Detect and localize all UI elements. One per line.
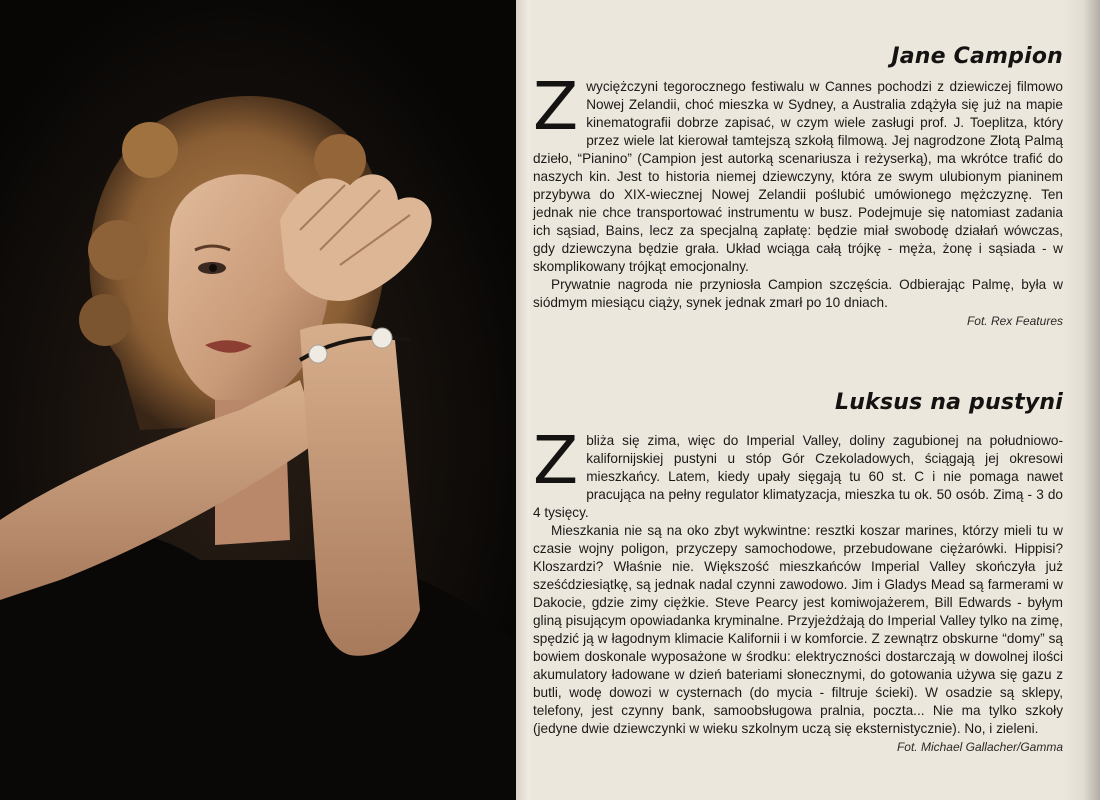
text-column (533, 0, 1063, 800)
page-edge-shadow (1064, 0, 1100, 800)
drop-cap: Z (533, 422, 579, 499)
photo-credit: Fot. Michael Gallacher/Gamma (896, 740, 1063, 754)
body-paragraph: Prywatnie nagroda nie przyniosła Campion szczęścia. Odbierając Palmę, była w siódmym miesiącu ciąży, synek jednak zmarł po 10 dniach. (533, 277, 1063, 310)
article-luksus-na-pustyni (533, 422, 1063, 755)
portrait-photo (0, 0, 516, 800)
lead-paragraph (533, 422, 1063, 522)
page-gutter (516, 0, 530, 800)
lead-paragraph-text: wyciężczyni tegorocznego festiwalu w Cannes pochodzi z dziewiczej filmowo Nowej Zelandii, choć mieszka w Sydney, a Australia zdążyła się już na mapie kinematografii dobrze zapisać, w czym wiele zasługi prof. J. Toeplitza, który przez wiele lat kierował tamtejszą szkołą filmową. Jej nagrodzone Złotą Palmą dzieło, “Pianino” (Campion jest autorką scenariusza i reżyserką), ma wkrótce trafić do naszych kin. Jest to historia niemej dziewczyny, która ze swym ulubionym pianinem przybywa do XIX-wiecznej Nowej Zelandii poślubić umówionego mężczyznę. Ten jednak nie chce transportować instrumentu w busz. Podejmuje się natomiast zadania ich sąsiad, Bains, lecz za specjalną zapłatę: będzie miał swobodę działań wówczas, gdy dziewczyna będzie grała. Układ wciąga całą trójkę - męża, żonę i sąsiada - w skomplikowany trójkąt emocjonalny. (533, 79, 1063, 274)
drop-cap: Z (533, 68, 579, 145)
article-title: Luksus na pustyni (835, 390, 1063, 415)
lead-paragraph-text: bliża się zima, więc do Imperial Valley, doliny zagubionej na południowo-kalifornijskiej pustyni u stóp Gór Czekoladowych, ściągają jej okresowi mieszkańcy. Latem, kiedy upały sięgają tu 60 st. C i nie pomaga nawet pracująca na pełny regulator klimatyzacja, mieszka tu ok. 50 osób. Zimą - 3 do 4 tysięcy. (533, 433, 1063, 520)
article-jane-campion (533, 68, 1063, 329)
photo-credit: Fot. Rex Features (966, 314, 1063, 328)
body-paragraph: Mieszkania nie są na oko zbyt wykwintne: resztki koszar marines, którzy mieli tu w czasie wojny poligon, przyczepy samochodowe, przebudowane ciężarówki. Hippisi? Kloszardzi? Właśnie nie. Większość mieszkańców Imperial Valley skończyła już sześćdziesiątkę, są jednak nadal czynni zawodowo. Jim i Gladys Mead są farmerami w Dakocie, gdzie zimy ciężkie. Steve Pearcy jest komiwojażerem, Bill Edwards - byłym gliną pisującym opowiadanka kryminalne. Przyjeżdżają do Imperial Valley tylko na zimę, spędzić ją w łagodnym klimacie Kalifornii i w komforcie. Z zewnątrz obskurne “domy” są bowiem doskonale wyposażone w środku: elektryczności dostarczają w dowolnej ilości akumulatory ładowane w dzień bateriami słonecznymi, do gotowania używa się gazu z butli, wodę dowozi w cysternach (do mycia - filtruje ścieki). W osadzie są sklepy, telefony, jest czynny bank, samoobsługowa pralnia, poczta... Nie ma tylko szkoły (jedyne dwie dziewczynki w wieku szkolnym uczą się eksternistycznie). No, i zieleni. (533, 523, 1063, 736)
lead-paragraph (533, 68, 1063, 276)
article-title: Jane Campion (891, 44, 1063, 69)
